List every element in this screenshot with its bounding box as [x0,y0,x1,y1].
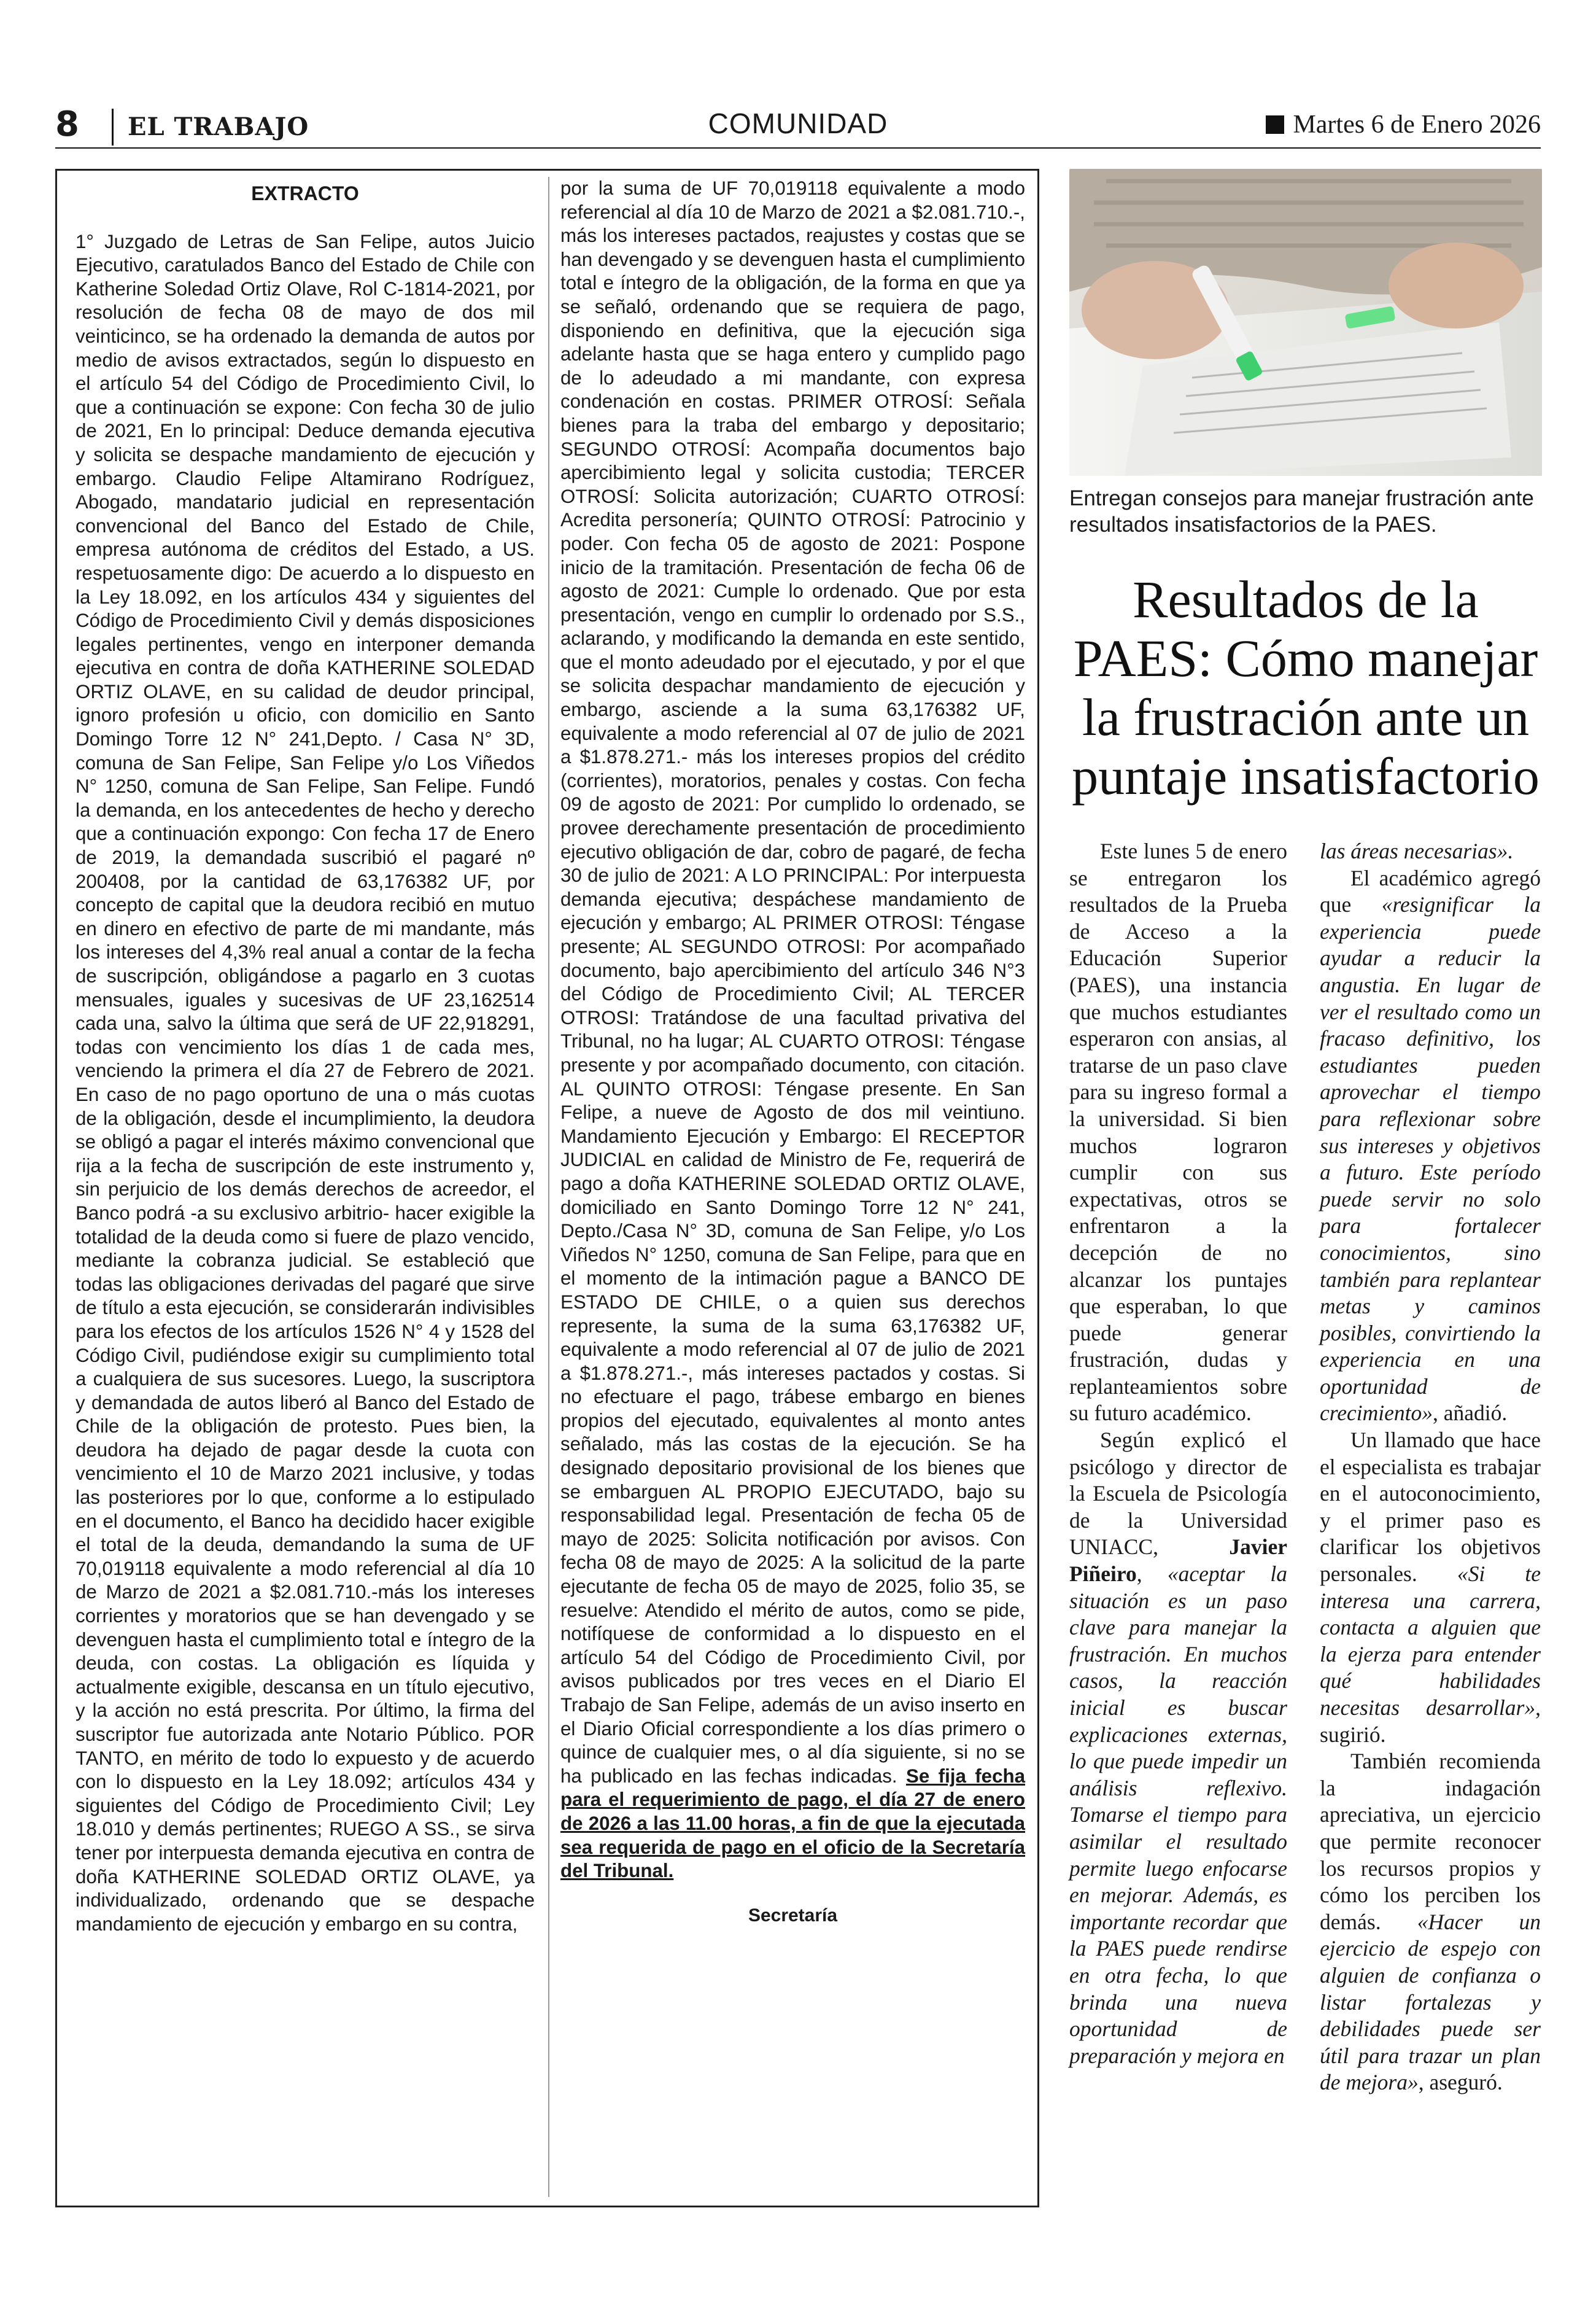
student-writing-image [1069,169,1542,476]
article-text: Según explicó el psicólogo y director de la Escuela de Psicología de la Universidad UNIACC, [1069,1428,1287,1560]
page-header [55,101,1541,147]
article-text: También recomienda la indagación apreciativa, un ejercicio que permite reconocer los recursos propios y cómo los perciben los demás. [1320,1749,1541,1934]
legal-column-left [76,182,535,1936]
section-title: COMUNIDAD [708,107,888,139]
legal-text-col1: 1° Juzgado de Letras de San Felipe, autos Juicio Ejecutivo, caratulados Banco del Estado de Chile con Katherine Soledad Ortiz Olave, Rol C-1814-2021, por resolución de fecha 08 de mayo de dos mil veinticinco, se ha ordenado la demanda de autos por medio de avisos extractados, según lo dispuesto en el artículo 54 del Código de Procedimiento Civil, lo que a continuación se expone: Con fecha 30 de julio de 2021, En lo principal: Deduce demanda ejecutiva y solicita se despache mandamiento de ejecución y embargo. Claudio Felipe Altamirano Rodríguez, Abogado, mandatario judicial en representación convencional del Banco del Estado de Chile, empresa autónoma de créditos del Estado, a US. respetuosamente digo: De acuerdo a lo dispuesto en la Ley 18.092, en los artículos 434 y siguientes del Código de Procedimiento Civil y demás disposiciones legales pertinentes, vengo en interponer demanda ejecutiva en contra de doña KATHERINE SOLEDAD ORTIZ OLAVE, en su calidad de deudor principal, ignoro profesión u oficio, con domicilio en Santo Domingo Torre 12 N° 241,Depto. / Casa N° 3D, comuna de San Felipe, San Felipe y/o Los Viñedos N° 1250, comuna de San Felipe, San Felipe. Fundó la demanda, en los antecedentes de hecho y derecho que a continuación expongo: Con fecha 17 de Enero de 2019, la demandada suscribió el pagaré nº 200408, por la cantidad de 63,176382 UF, por concepto de capital que la deudora recibió en mutuo en dinero en efectivo de parte de mi mandante, más los intereses del 4,3% real anual a contar de la fecha de suscripción, obligándose a pagarlo en 3 cuotas mensuales, iguales y sucesivas de UF 23,162514 cada una, salvo la última que será de UF 22,918291, todas con vencimiento los días 1 de cada mes, venciendo la primera el día 27 de Febrero de 2021. En caso de no pago oportuno de una o más cuotas de la obligación, desde el incumplimiento, la deudora se obligó a pagar el interés máximo convencional que rija a la fecha de suscripción de este instrumento y, sin perjuicio de los demás derechos de acreedor, el Banco podrá -a su exclusivo arbitrio- hacer exigible la totalidad de la deuda como si fuere de plazo vencido, mediante la cobranza judicial. Se estableció que todas las obligaciones derivadas del pagaré que sirve de título a esta ejecución, se considerarán indivisibles para los efectos de los artículos 1526 N° 4 y 1528 del Código Civil, pudiéndose exigir su cumplimiento total a cualquiera de sus sucesores. Luego, la suscriptora y demandada de autos liberó al Banco del Estado de Chile de la obligación de protesto. Pues bien, la deudora ha dejado de pagar desde la cuota con vencimiento el 10 de Marzo 2021 inclusive, y todas las posteriores por lo que, conforme a lo estipulado en el documento, el Banco ha decidido hacer exigible el total de la deuda, demandando la suma de UF 70,019118 equivalente a modo referencial al día 10 de Marzo de 2021 a $2.081.710.-más los intereses corrientes y moratorios que se han devengado y se devenguen hasta el cumplimiento total e íntegro de la deuda, con costas. La obligación es líquida y actualmente exigible, descansa en un título ejecutivo, y la acción no está prescrita. Por último, la firma del suscriptor fue autorizada ante Notario Público. POR TANTO, en mérito de todo lo expuesto y de acuerdo con lo dispuesto en la Ley 18.092; artículos 434 y siguientes del Código de Procedimiento Civil; Ley 18.010 y demás pertinentes; RUEGO A SS., se sirva tener por interpuesta demanda ejecutiva en contra de doña KATHERINE SOLEDAD ORTIZ OLAVE, ya individualizado, ordenando que se despache mandamiento de ejecución y embargo en su contra, [76,230,535,1935]
article-paragraph: Este lunes 5 de enero se entregaron los resultados de la Prueba de Acceso a la Educación Superior (PAES), una instancia que muchos estudiantes esperaron con ansias, al tratarse de un paso clave para su ingreso formal a la universidad. Si bien muchos lograron cumplir con sus expectativas, otros se enfrentaron a la decepción de no alcanzar los puntajes que esperaban, lo que puede generar frustración, dudas y replanteamientos sobre su futuro académico. [1069,839,1287,1426]
article-paragraph [1320,838,1541,865]
header-rule [55,147,1541,149]
article-paragraph [1320,865,1541,1427]
article-text: Un llamado que hace el especialista es trabajar en el autoconocimiento, y el primer paso es clarificar los objetivos personales. [1320,1428,1541,1587]
date-block [1266,101,1541,147]
legal-paragraph [560,177,1025,1883]
article-text: , sugirió. [1320,1695,1541,1747]
article-headline: Resultados de la PAES: Cómo manejar la frustración ante un puntaje insatisfactorio [1072,570,1540,806]
article-text: , [1136,1561,1168,1587]
column-divider [548,177,549,2197]
page-number: 8 [55,104,79,144]
legal-notice-box [55,169,1039,2207]
article-paragraph [1069,1427,1287,2069]
newspaper-name: EL TRABAJO [128,112,309,141]
article-paragraph [1320,1748,1541,2096]
article-column-b [1320,838,1541,2096]
legal-column-right [560,177,1025,1927]
article-photo [1069,169,1542,476]
article-column-a [1069,838,1287,2069]
article-text: , aseguró. [1418,2070,1503,2095]
legal-emphasis: Se fija fecha para el requerimiento de pago, el día 27 de enero de 2026 a las 11.00 horas, a fin de que la ejecutada sea requerida de pago en el oficio de la Secretaría del Tribunal. [560,1765,1025,1882]
issue-date: Martes 6 de Enero 2026 [1293,110,1541,139]
article-quote: «Hacer un ejercicio de espejo con alguien de confianza o listar fortalezas y debilidades puede ser útil para trazar un plan de mejora» [1320,1909,1541,2095]
article-text: El académico agregó que [1320,865,1541,917]
expert-name: Javier Piñeiro [1069,1534,1287,1587]
extract-title: EXTRACTO [251,182,359,204]
legal-signature: Secretaría [748,1905,838,1926]
legal-text-col2: por la suma de UF 70,019118 equivalente a modo referencial al día 10 de Marzo de 2021 a $2.081.710.-, más los intereses pactados, reajustes y costas que se han devengado y se devenguen hasta el cumplimiento total e íntegro de la obligación, de la forma en que ya se señaló, ordenando que se requiera de pago, disponiendo en definitiva, que la ejecución siga adelante hasta que se haga entero y cumplido pago de lo adeudado a mi mandante, con expresa condenación en costas. PRIMER OTROSÍ: Señala bienes para la traba del embargo y depositario; SEGUNDO OTROSÍ: Acompaña documentos bajo apercibimiento legal y solicita custodia; TERCER OTROSÍ: Solicita autorización; CUARTO OTROSÍ: Acredita personería; QUINTO OTROSÍ: Patrocinio y poder. Con fecha 05 de agosto de 2021: Pospone inicio de la tramitación. Presentación de fecha 06 de agosto de 2021: Cumple lo ordenado. Que por esta presentación, vengo en cumplir lo ordenado por S.S., aclarando, y modificando la demanda en este sentido, que el monto adeudado por el ejecutado, y por el que se solicita despachar mandamiento de ejecución y embargo, asciende a la suma 63,176382 UF, equivalente a modo referencial al 07 de julio de 2021 a $1.878.271.- más los intereses propios del crédito (corrientes), moratorios, penales y costas. Con fecha 09 de agosto de 2021: Por cumplido lo ordenado, se provee derechamente presentación de procedimiento ejecutivo obligación de dar, cobro de pagaré, de fecha 30 de julio de 2021: A LO PRINCIPAL: Por interpuesta demanda ejecutiva; despáchese mandamiento de ejecución y embargo; AL PRIMER OTROSI: Téngase presente; AL SEGUNDO OTROSI: Por acompañado documento, bajo apercibimiento del artículo 346 N°3 del Código de Procedimiento Civil; AL TERCER OTROSI: Tratándose de una facultad privativa del Tribunal, no ha lugar; AL CUARTO OTROSI: Téngase presente y por acompañado documento, con citación. AL QUINTO OTROSI: Téngase presente. En San Felipe, a nueve de Agosto de dos mil veintiuno. Mandamiento Ejecución y Embargo: El RECEPTOR JUDICIAL en calidad de Ministro de Fe, requerirá de pago a doña KATHERINE SOLEDAD ORTIZ OLAVE, domiciliado en Santo Domingo Torre 12 N° 241, Depto./Casa N° 3D, comuna de San Felipe, y/o Los Viñedos N° 1250, comuna de San Felipe, para que en el momento de la intimación pague a BANCO DE ESTADO DE CHILE, o a quien sus derechos represente, la suma de la suma 63,176382 UF, equivalente a modo referencial al 07 de julio de 2021 a $1.878.271.-, más intereses pactados y costas. Si no efectuare el pago, trábese embargo en bienes propios del ejecutado, equivalentes al monto antes señalado, más las costas de la ejecución. Se ha designado depositario provisional de los bienes que se embarguen AL PROPIO EJECUTADO, bajo su responsabilidad legal. Presentación de fecha 05 de mayo de 2025: Solicita notificación por avisos. Con fecha 08 de mayo de 2025: A la solicitud de la parte ejecutante de fecha 05 de mayo de 2025, folio 35, se resuelve: Atendido el mérito de autos, como se pide, notifíquese de conformidad a lo dispuesto en el artículo 54 del Código de Procedimiento Civil, por avisos publicados por tres veces en el Diario El Trabajo de San Felipe, además de un aviso inserto en el Diario Oficial correspondiente a los días primero o quince de cualquier mes, o al día siguiente, si no se ha publicado en las fechas indicadas. [560,177,1025,1787]
article-quote: «resignificar la experiencia puede ayudar a reducir la angustia. En lugar de ver el resultado como un fracaso definitivo, los estudiantes pueden aprovechar el tiempo para reflexionar sobre sus intereses y objetivos a futuro. Este período puede servir no solo para fortalecer conocimientos, sino también para replantear metas y caminos posibles, convirtiendo la experiencia en una oportunidad de crecimiento» [1320,892,1541,1426]
article-quote: «aceptar la situación es un paso clave para manejar la frustración. En muchos casos, la reacción inicial es buscar explicaciones externas, lo que puede impedir un análisis reflexivo. Tomarse el tiempo para asimilar el resultado permite luego enfocarse en mejorar. Además, es importante recordar que la PAES puede rendirse en otra fecha, lo que brinda una nueva oportunidad de preparación y mejora en [1069,1561,1287,2068]
photo-caption: Entregan consejos para manejar frustración ante resultados insatisfactorios de la PAES. [1069,486,1534,537]
square-bullet-icon [1266,115,1284,134]
article-text: , añadió. [1433,1401,1508,1426]
article-quote: «Si te interesa una carrera, contacta a alguien que la ejerza para entender qué habilidades necesitas desarrollar» [1320,1561,1541,1720]
article-quote: las áreas necesarias». [1320,839,1514,863]
article-paragraph [1320,1427,1541,1748]
